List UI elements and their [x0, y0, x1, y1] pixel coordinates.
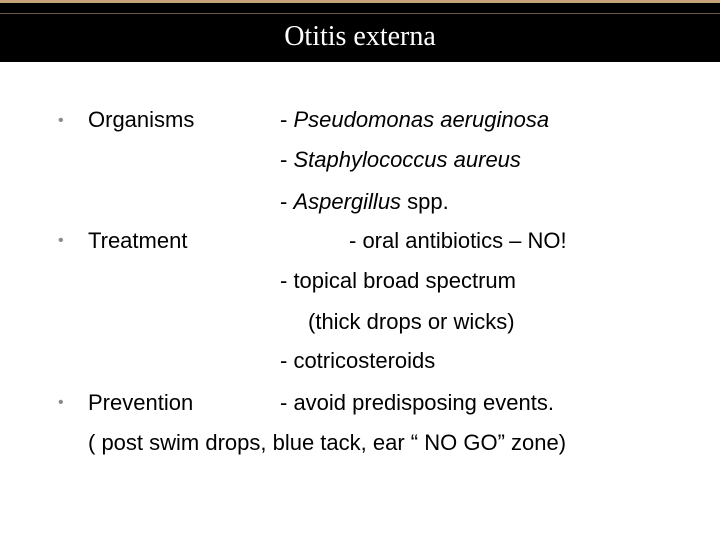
treatment-item-1: - oral antibiotics – NO! — [349, 228, 567, 253]
treatment-item-2: - topical broad spectrum — [280, 268, 516, 293]
label-organisms: Organisms — [88, 107, 195, 132]
organism-item-3: - Aspergillus spp. — [280, 189, 449, 214]
label-treatment: Treatment — [88, 228, 188, 253]
organism-item-1: - Pseudomonas aeruginosa — [280, 107, 550, 132]
slide-title: Otitis externa — [284, 21, 436, 52]
title-bar — [0, 0, 720, 62]
prevention-item-1: - avoid predisposing events. — [280, 390, 554, 415]
bullet-treatment: • — [58, 232, 64, 249]
label-prevention: Prevention — [88, 390, 194, 415]
prevention-item-2: ( post swim drops, blue tack, ear “ NO GO” zone) — [88, 430, 567, 455]
title-rule — [0, 13, 720, 14]
treatment-item-4: - cotricosteroids — [280, 348, 436, 373]
bullet-organisms: • — [58, 112, 64, 129]
bullet-prevention: • — [58, 394, 64, 411]
treatment-item-3: (thick drops or wicks) — [308, 309, 515, 334]
organism-item-2: - Staphylococcus aureus — [280, 147, 521, 172]
